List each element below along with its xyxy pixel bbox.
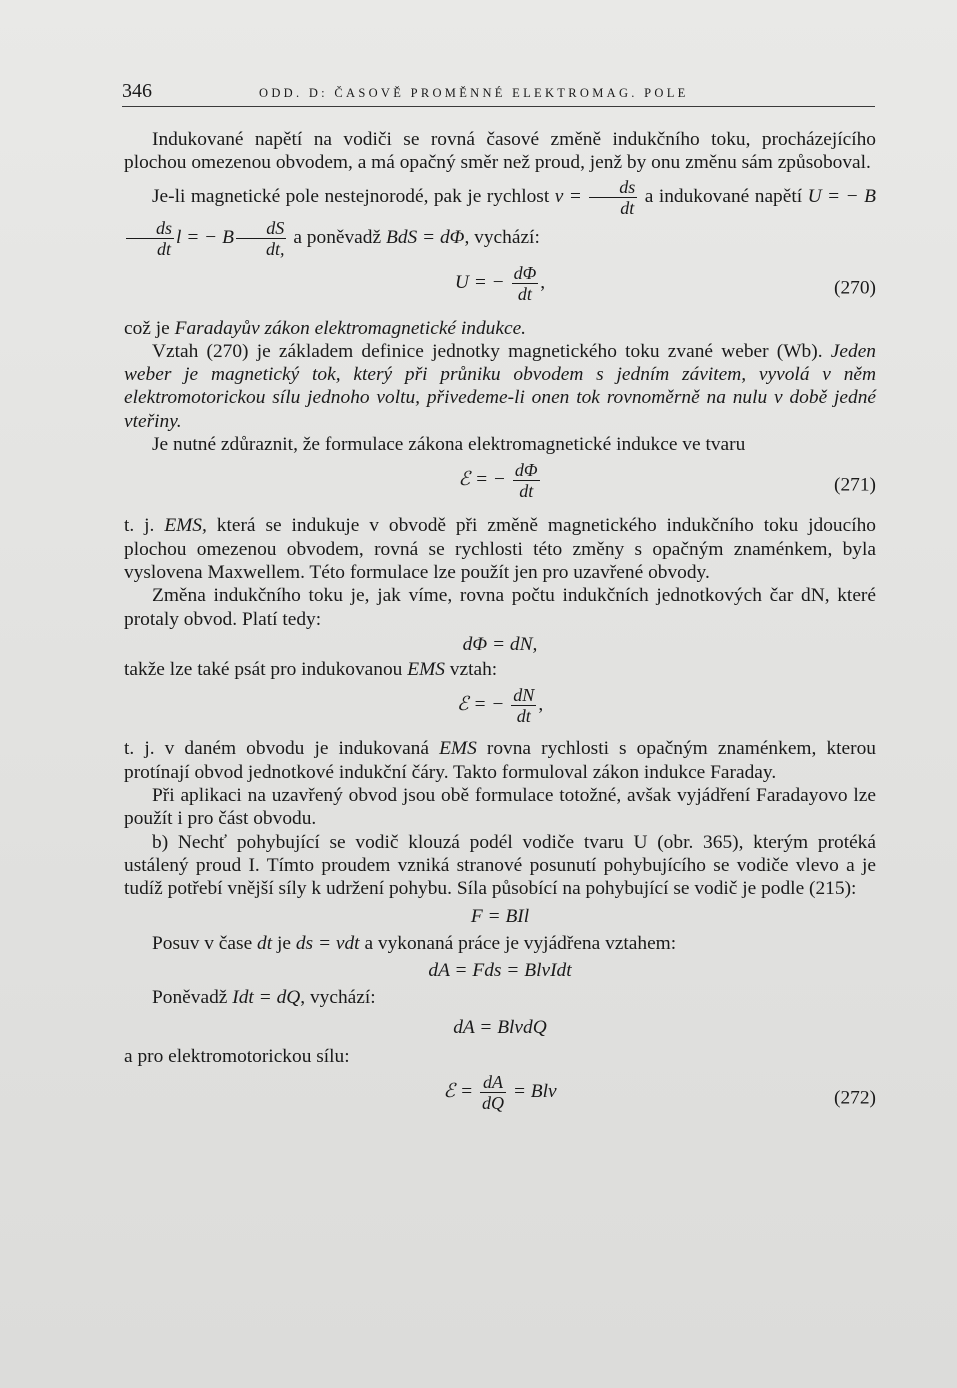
paragraph-nonuniform-field: Je-li magnetické pole nestejnorodé, pak je rychlost v = $\frac{ds}{dt}$ a indukované napětí U = − B $\frac{ds}{dt}$ l = − B $\frac{dS}{dt,}$ a poněvadž BdS = dΦ, vychází: [124,177,876,259]
fraction-dA-dQ: $\frac{dA}{dQ}$ [481,1072,504,1114]
paragraph-weber-definition: Vztah (270) je základem definice jednotky magnetického toku zvané weber (Wb). Jeden weber je magnetický tok, který při průniku obvodem s jedním závitem, vyvolá v něm elektromotorickou sílu jednoho voltu, přivedeme-li onen tok rovnoměrně na nulu v době jedné vteřiny. [124,340,876,432]
equation-number-272: (272) [833,1087,876,1109]
equation-272: ℰ = $\frac{dA}{dQ}$ = Blv (272) [443,1072,876,1114]
equation-work: dA = Fds = BlvIdt [428,960,572,982]
paragraph-flux-change: Změna indukčního toku je, jak víme, rovna počtu indukčních jednotkových čar dN, které protaly obvod. Platí tedy: [124,585,876,630]
paragraph-emf: a pro elektromotorickou sílu: [124,1046,350,1068]
paragraph-maxwell: t. j. EMS, která se indukuje v obvodě při změně magnetického indukčního toku jdoucího plochou omezenou obvodem, rovná se rychlosti této změny s opačným znaménkem, byla vyslovena Maxwellem. Této formulace lze použít jen pro uzavřené obvody. [124,515,876,583]
paragraph-formulation-note: Je nutné zdůraznit, že formulace zákona elektromagnetické indukce ve tvaru [152,434,746,456]
fraction-ds-dt: $\frac{ds}{dt}$ [589,177,637,218]
equation-force: F = BIl [470,905,530,927]
paragraph-sliding-conductor: b) Nechť pohybující se vodič klouzá podél vodiče tvaru U (obr. 365), kterým protéká ustálený proud I. Tímto proudem vzniká stranové posunutí pohybujícího se vodiče vlevo a je tudíž potřebí vnější síly k udržení pohybu. Síla působící na pohybující se vodič je podle (215): [124,831,876,900]
paragraph-faraday-formulation: t. j. v daném obvodu je indukovaná EMS rovna rychlosti s opačným znaménkem, kterou protínají obvod jednotkové indukční čáry. Takto formuloval zákon indukce Faraday. [124,738,876,783]
paragraph-displacement: Posuv v čase dt je ds = vdt a vykonaná práce je vyjádřena vztahem: [152,932,677,954]
equation-work-charge: dA = BlvdQ [453,1016,547,1038]
page-header [122,80,874,106]
fraction-ds-dt-2: $\frac{ds}{dt}$ [126,218,174,259]
fraction-dN-dt: $\frac{dN}{dt}$ [513,685,535,727]
paragraph-ems-relation: takže lze také psát pro indukovanou EMS vztah: [124,659,498,681]
equation-number-271: (271) [833,474,876,496]
equation-ems-dn: ℰ = − $\frac{dN}{dt}$ , [456,685,544,727]
fraction-dS-dt: $\frac{dS}{dt,}$ [236,218,287,259]
equation-number-270: (270) [833,276,876,298]
paragraph-closed-circuit: Při aplikaci na uzavřený obvod jsou obě formulace totožné, avšak vyjádření Faradayovo lze použít i pro část obvodu. [124,785,876,830]
equation-dphi-dn: dΦ = dN, [462,633,538,655]
running-head: ODD. D: ČASOVĚ PROMĚNNÉ ELEKTROMAG. POLE [259,86,689,100]
equation-271: ℰ = − $\frac{d\Phi}{dt}$ (271) [458,460,876,502]
fraction-dPhi-dt: $\frac{d\Phi}{dt}$ [513,262,537,304]
fraction-dPhi-dt-271: $\frac{d\Phi}{dt}$ [514,460,538,502]
page-number: 346 [122,80,152,102]
header-rule [122,106,875,107]
page-body [124,128,876,1128]
equation-270: U = − $\frac{d\Phi}{dt}$ , (270) [454,262,876,304]
paragraph-faraday-law-name: což je Faradayův zákon elektromagnetické indukce. [124,317,527,339]
paragraph-faraday-statement: Indukované napětí na vodiči se rovná časové změně indukčního toku, procházejícího plochou omezenou obvodem, a má opačný směr než proud, jenž by onu změnu sám způsoboval. [124,129,876,174]
paragraph-since-idt: Poněvadž Idt = dQ, vychází: [152,987,376,1009]
